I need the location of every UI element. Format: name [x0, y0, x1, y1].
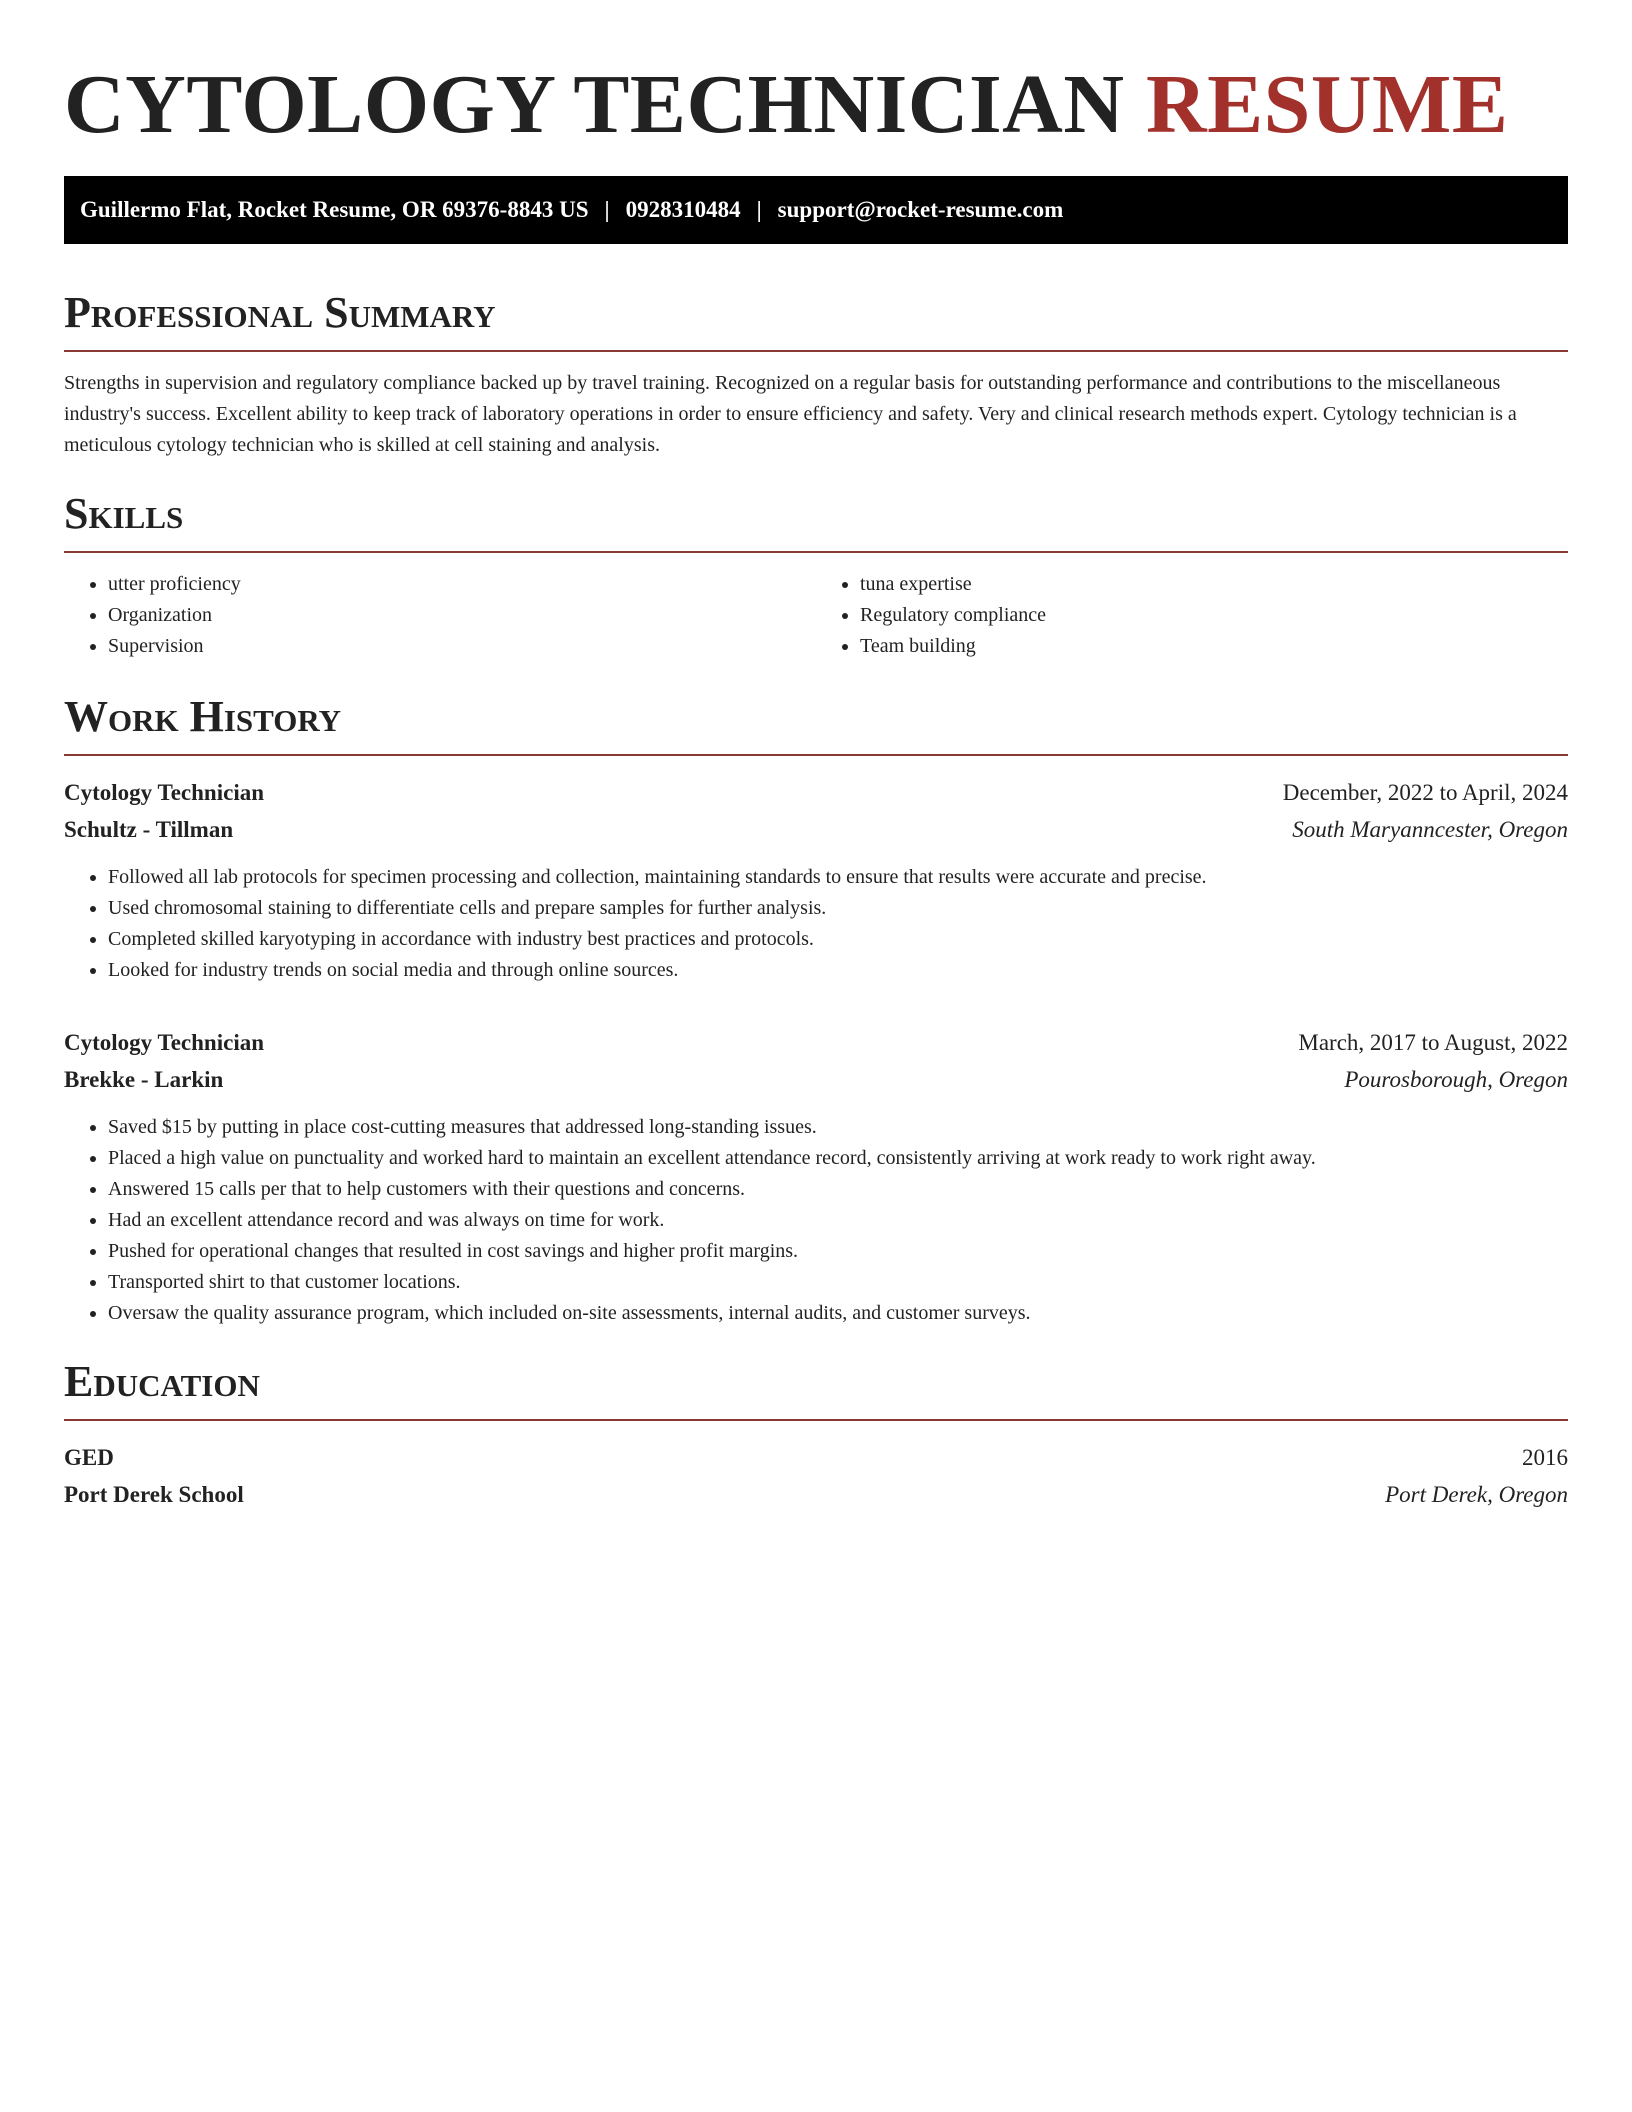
job-company: Brekke - Larkin	[64, 1067, 224, 1092]
job-location: Pourosborough, Oregon	[1344, 1067, 1568, 1092]
contact-separator: |	[756, 197, 762, 222]
job-bullet: • Placed a high value on punctuality and worked hard to maintain an excellent attendance record, consistently arriving at work ready to work right away.	[108, 1143, 1568, 1174]
job-location: South Maryanncester, Oregon	[1292, 817, 1568, 842]
skills-column-right	[816, 569, 1568, 662]
job-title: Cytology Technician	[64, 1030, 265, 1055]
education-school: Port Derek School	[64, 1482, 244, 1507]
job-header-row	[64, 774, 1568, 811]
skill-item: • Supervision	[108, 631, 816, 662]
job-bullets	[64, 1112, 1568, 1329]
job-title: Cytology Technician	[64, 780, 265, 805]
job-bullet: • Looked for industry trends on social media and through online sources.	[108, 955, 1568, 986]
job-company-row	[64, 1061, 1568, 1098]
job-bullet: • Oversaw the quality assurance program, which included on-site assessments, internal audits, and customer surveys.	[108, 1298, 1568, 1329]
job-bullet: • Pushed for operational changes that resulted in cost savings and higher profit margins.	[108, 1236, 1568, 1267]
contact-address: Guillermo Flat, Rocket Resume, OR 69376-8843 US	[80, 197, 589, 222]
title-accent: RESUME	[1145, 58, 1509, 151]
job-bullet: • Answered 15 calls per that to help customers with their questions and concerns.	[108, 1174, 1568, 1205]
skill-item: • tuna expertise	[860, 569, 1568, 600]
skill-item: • Regulatory compliance	[860, 600, 1568, 631]
job-entry	[64, 1024, 1568, 1329]
contact-email: support@rocket-resume.com	[777, 197, 1064, 222]
job-dates: March, 2017 to August, 2022	[1298, 1030, 1568, 1055]
education-school-row	[64, 1476, 1568, 1513]
skills-heading: Skills	[64, 489, 1568, 553]
contact-separator: |	[604, 197, 610, 222]
skill-item: • Organization	[108, 600, 816, 631]
job-bullet: • Saved $15 by putting in place cost-cutting measures that addressed long-standing issues.	[108, 1112, 1568, 1143]
education-location: Port Derek, Oregon	[1385, 1482, 1568, 1507]
skills-list	[64, 569, 1568, 662]
job-dates: December, 2022 to April, 2024	[1282, 780, 1568, 805]
resume-title	[64, 0, 1568, 152]
job-bullets	[64, 862, 1568, 986]
summary-heading: Professional Summary	[64, 288, 1568, 352]
summary-text: Strengths in supervision and regulatory compliance backed up by travel training. Recognized on a regular basis for outstanding performance and contributions to the miscellaneous industry's success. Excellent ability to keep track of laboratory operations in order to ensure efficiency and safety. Very and clinical research methods expert. Cytology technician is a meticulous cytology technician who is skilled at cell staining and analysis.	[64, 372, 1517, 456]
education-degree: GED	[64, 1445, 114, 1470]
job-entry	[64, 774, 1568, 986]
contact-bar	[64, 176, 1568, 244]
education-entry	[64, 1439, 1568, 1513]
work-history-heading: Work History	[64, 692, 1568, 756]
job-company-row	[64, 811, 1568, 848]
job-bullet: • Used chromosomal staining to differentiate cells and prepare samples for further analysis.	[108, 893, 1568, 924]
job-bullet: • Completed skilled karyotyping in accordance with industry best practices and protocols.	[108, 924, 1568, 955]
title-main: CYTOLOGY TECHNICIAN	[64, 58, 1125, 151]
skills-column-left	[64, 569, 816, 662]
job-company: Schultz - Tillman	[64, 817, 234, 842]
education-year: 2016	[1522, 1445, 1568, 1470]
resume-page	[64, 0, 1568, 1513]
job-bullet: • Followed all lab protocols for specimen processing and collection, maintaining standards to ensure that results were accurate and precise.	[108, 862, 1568, 893]
education-degree-row	[64, 1439, 1568, 1476]
contact-phone: 0928310484	[625, 197, 741, 222]
skill-item: • utter proficiency	[108, 569, 816, 600]
skill-item: • Team building	[860, 631, 1568, 662]
job-header-row	[64, 1024, 1568, 1061]
job-bullet: • Had an excellent attendance record and was always on time for work.	[108, 1205, 1568, 1236]
education-heading: Education	[64, 1357, 1568, 1421]
job-bullet: • Transported shirt to that customer locations.	[108, 1267, 1568, 1298]
